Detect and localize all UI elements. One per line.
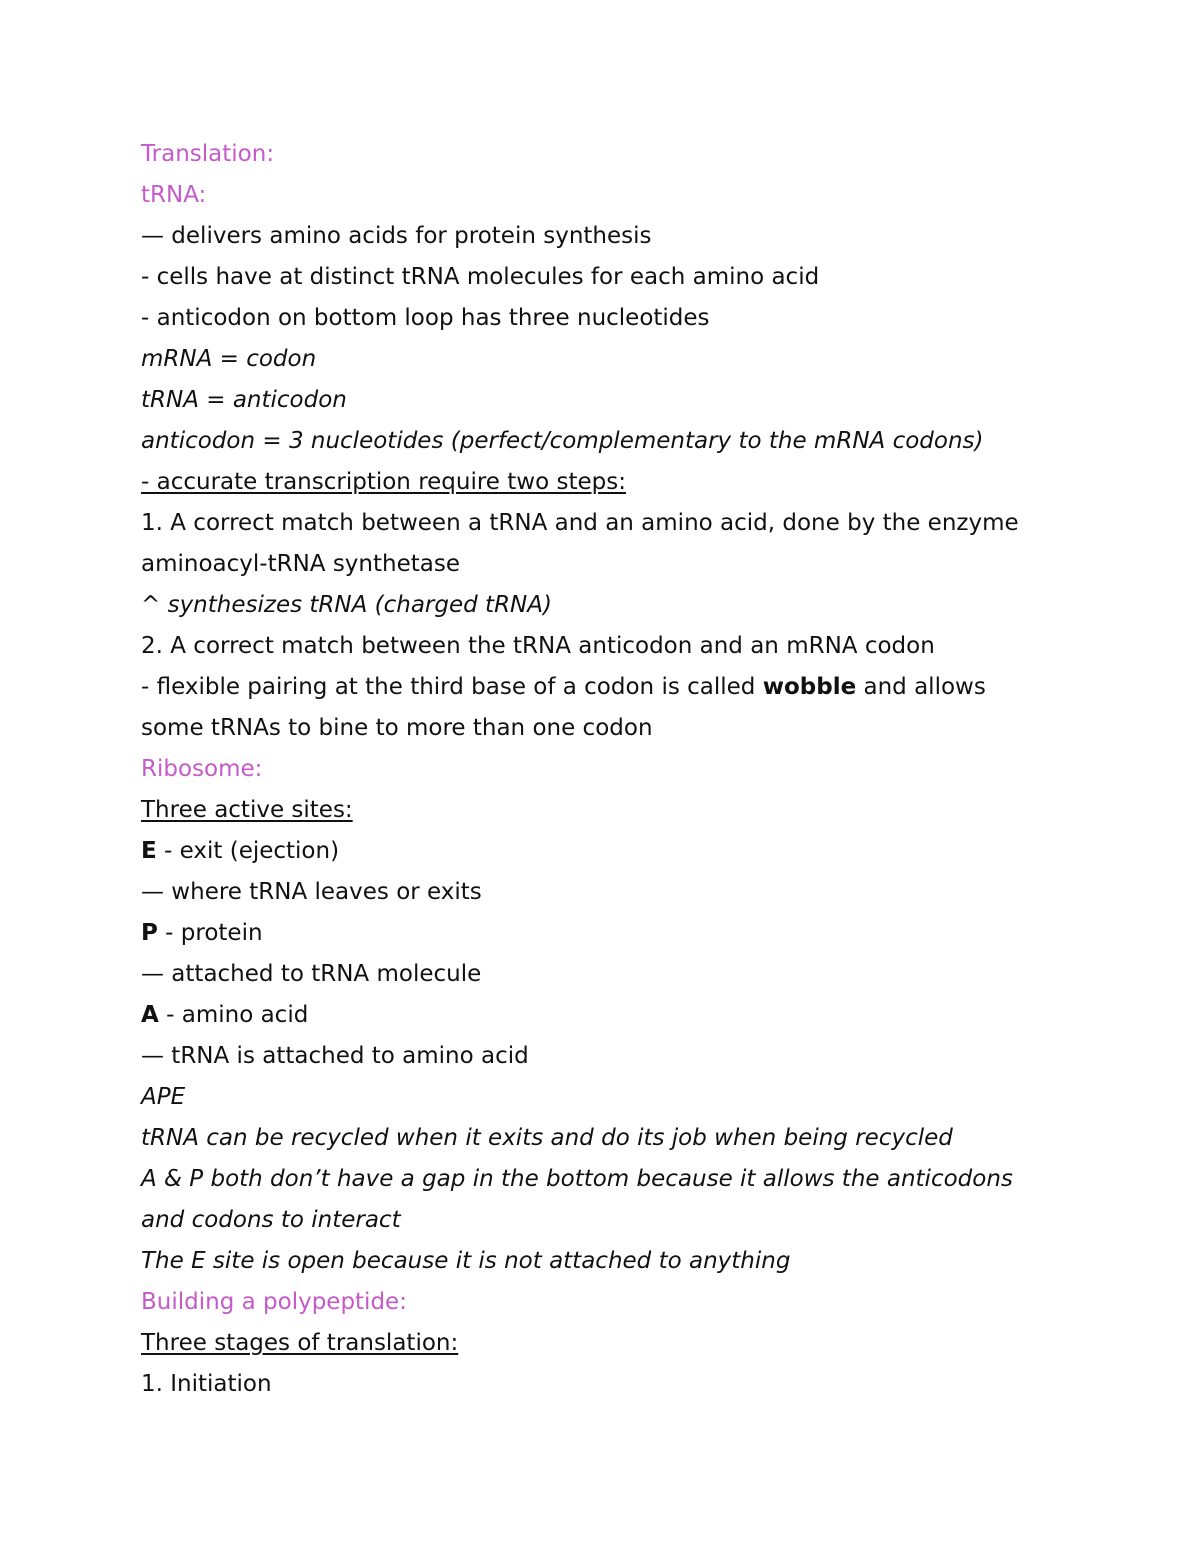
site-a-detail: — tRNA is attached to amino acid — [141, 1043, 529, 1069]
stage-1: 1. Initiation — [141, 1371, 272, 1397]
ribosome-note: The E site is open because it is not attached to anything — [141, 1248, 791, 1274]
step2: 2. A correct match between the tRNA anticodon and an mRNA codon — [141, 633, 935, 659]
wobble-line2: some tRNAs to bine to more than one codon — [141, 715, 653, 741]
site-e-line — [141, 831, 1071, 872]
site-letter: P — [141, 920, 158, 946]
trna-point: - cells have at distinct tRNA molecules for each amino acid — [141, 264, 820, 290]
ribosome-note: tRNA can be recycled when it exits and do its job when being recycled — [141, 1125, 953, 1151]
step1-line2: aminoacyl-tRNA synthetase — [141, 551, 460, 577]
site-label: - protein — [157, 920, 263, 946]
wobble-before: - flexible pairing at the third base of a codon is called — [141, 674, 763, 700]
site-p-line — [141, 913, 1071, 954]
trna-note: mRNA = codon — [141, 346, 317, 372]
accuracy-heading: - accurate transcription require two steps: — [141, 469, 626, 495]
trna-note: tRNA = anticodon — [141, 387, 347, 413]
trna-point: - anticodon on bottom loop has three nucleotides — [141, 305, 710, 331]
step1-line1: 1. A correct match between a tRNA and an amino acid, done by the enzyme — [141, 510, 1019, 536]
ribosome-heading: Ribosome: — [141, 756, 263, 782]
site-letter: E — [141, 838, 157, 864]
ribosome-note: APE — [141, 1084, 186, 1110]
stages-heading-line — [141, 1323, 1071, 1364]
document-page — [141, 134, 1071, 1405]
ribosome-note: and codons to interact — [141, 1207, 401, 1233]
wobble-line — [141, 667, 1071, 708]
stages-heading: Three stages of translation: — [141, 1330, 459, 1356]
ribosome-note: A & P both don’t have a gap in the bottom because it allows the anticodons — [141, 1166, 1013, 1192]
wobble-term: wobble — [762, 674, 857, 700]
site-a-line — [141, 995, 1071, 1036]
site-label: - amino acid — [158, 1002, 309, 1028]
site-letter: A — [141, 1002, 159, 1028]
site-label: - exit (ejection) — [156, 838, 340, 864]
accuracy-heading-line — [141, 462, 1071, 503]
sites-heading-line — [141, 790, 1071, 831]
translation-heading: Translation: — [141, 141, 275, 167]
sites-heading: Three active sites: — [141, 797, 353, 823]
trna-note: anticodon = 3 nucleotides (perfect/complementary to the mRNA codons) — [141, 428, 984, 454]
trna-heading: tRNA: — [141, 182, 207, 208]
polypeptide-heading: Building a polypeptide: — [141, 1289, 407, 1315]
wobble-after: and allows — [856, 674, 986, 700]
site-p-detail: — attached to tRNA molecule — [141, 961, 482, 987]
site-e-detail: — where tRNA leaves or exits — [141, 879, 482, 905]
trna-point: — delivers amino acids for protein synthesis — [141, 223, 652, 249]
step1-note: ^ synthesizes tRNA (charged tRNA) — [141, 592, 552, 618]
